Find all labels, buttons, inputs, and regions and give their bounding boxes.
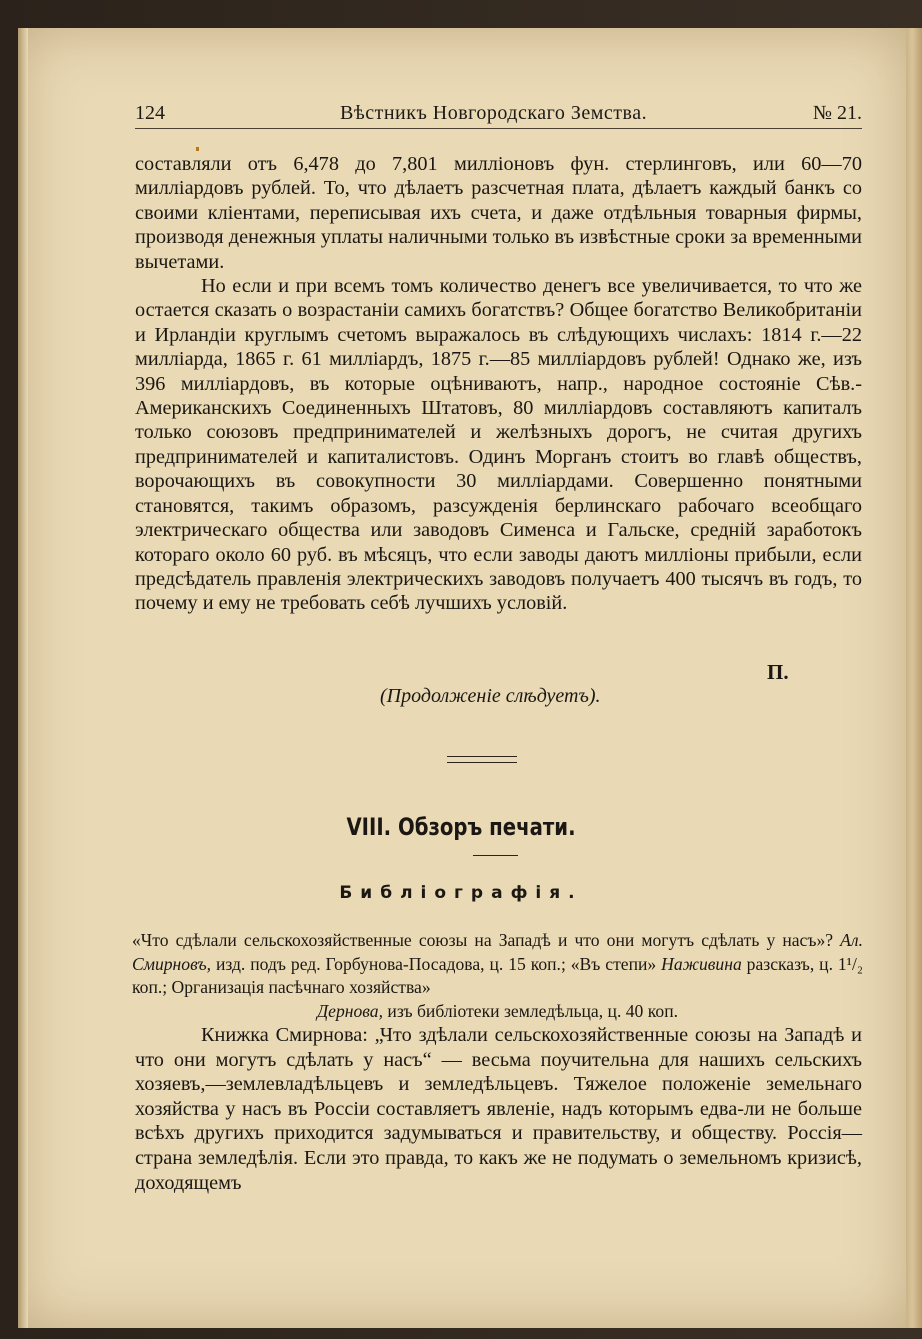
article-paragraph: Но если и при всемъ томъ количество денегъ все увеличивается, то что же остается сказать о возрастаніи самихъ богатствъ? Общее богатство Великобританіи и Ирландіи круглымъ счетомъ выражалось въ слѣдующихъ числахъ: 1814 г.—22 милліарда, 1865 г. 61 милліардъ, 1875 г.—85 милліардовъ рублей! Однако же, изъ 396 милліардовъ, въ которые оцѣниваютъ, напр., народное состояніе Сѣв.-Американскихъ Соединенныхъ Штатовъ, 80 милліардовъ составляютъ капиталъ только союзовъ предпринимателей и желѣзныхъ дорогъ, не считая другихъ предпринимателей и капиталистовъ. Одинъ Морганъ стоитъ во главѣ обществъ, ворочающихъ въ совокупности 30 милліардами. Совершенно понятными становятся, такимъ образомъ, разсужденія берлинскаго рабочаго всеобщаго электрическаго общества или заводовъ Сименса и Гальске, средній заработокъ котораго около 60 руб. въ мѣсяцъ, что если заводы даютъ милліоны прибыли, если предсѣдатель правленія электрическихъ заводовъ получаетъ 400 тысячъ въ годъ, то почему и ему не требовать себѣ лучшихъ условій. — [135, 275, 862, 615]
header-rule — [135, 128, 862, 129]
bibliography-entry — [132, 1000, 863, 1024]
heading-rule — [473, 855, 518, 856]
article-body — [135, 152, 862, 616]
entry-author: Ал. Смирновъ, — [132, 930, 863, 974]
issue-number: № 21. — [812, 102, 862, 124]
entry-author: Наживина — [661, 953, 742, 974]
entry-details: изд. подъ ред. Горбунова-Посадова, ц. 15 коп.; — [215, 953, 566, 974]
entry-title: «Что сдѣлали сельскохозяйственные союзы на Западѣ и что они могутъ сдѣлать у насъ»? — [132, 930, 834, 950]
author-signature: П. — [767, 660, 789, 684]
page-number: 124 — [135, 102, 165, 124]
review-body — [135, 1023, 862, 1195]
entry-title: «Въ степи» — [570, 953, 657, 974]
review-paragraph: Книжка Смирнова: „Что здѣлали сельскохозяйственные союзы на Западѣ и что они могутъ сдѣлать у насъ“ — весьма поучительна для нашихъ сельскихъ хозяевъ,—землевладѣльцевъ и земледѣльцевъ. Тяжелое положеніе земельнаго хозяйства у насъ въ Россіи составляетъ явленіе, надъ которымъ едва-ли не больше всѣхъ другихъ приходится задумываться и правительству, и обществу. Россія—страна земледѣлія. Если это правда, то какъ же не подумать о земельномъ кризисѣ, доходящемъ — [135, 1024, 862, 1194]
entry-details: разсказъ, ц. 1¹/₂ коп.; Организація пасѣчнаго хозяйства» — [132, 953, 863, 998]
article-paragraph: составляли отъ 6,478 до 7,801 милліоновъ фун. стерлинговъ, или 60—70 милліардовъ рублей. То, что дѣлаетъ разсчетная плата, дѣлаетъ каждый банкъ со своими кліентами, переписывая ихъ счета, и даже отдѣльныя товарныя фирмы, производя денежныя уплаты наличными только въ извѣстные сроки за временными вычетами. — [135, 153, 862, 273]
entry-author: Дернова, — [316, 1000, 384, 1021]
bibliography-list — [132, 929, 863, 1023]
section-heading: VIII. Обзоръ печати. — [346, 813, 576, 841]
section-divider — [447, 756, 517, 763]
ink-mark — [196, 147, 199, 151]
continued-note: (Продолженіе слѣдуетъ). — [380, 685, 601, 707]
entry-details: изъ библіотеки земледѣльца, ц. 40 коп. — [387, 1000, 679, 1021]
page-gutter — [18, 28, 28, 1328]
bibliography-entry — [132, 929, 863, 1000]
journal-title: Вѣстникъ Новгородскаго Земства. — [340, 102, 648, 124]
running-header — [135, 102, 862, 128]
section-subheading: Библіографія. — [339, 883, 583, 903]
page-right-edge — [906, 28, 922, 1328]
